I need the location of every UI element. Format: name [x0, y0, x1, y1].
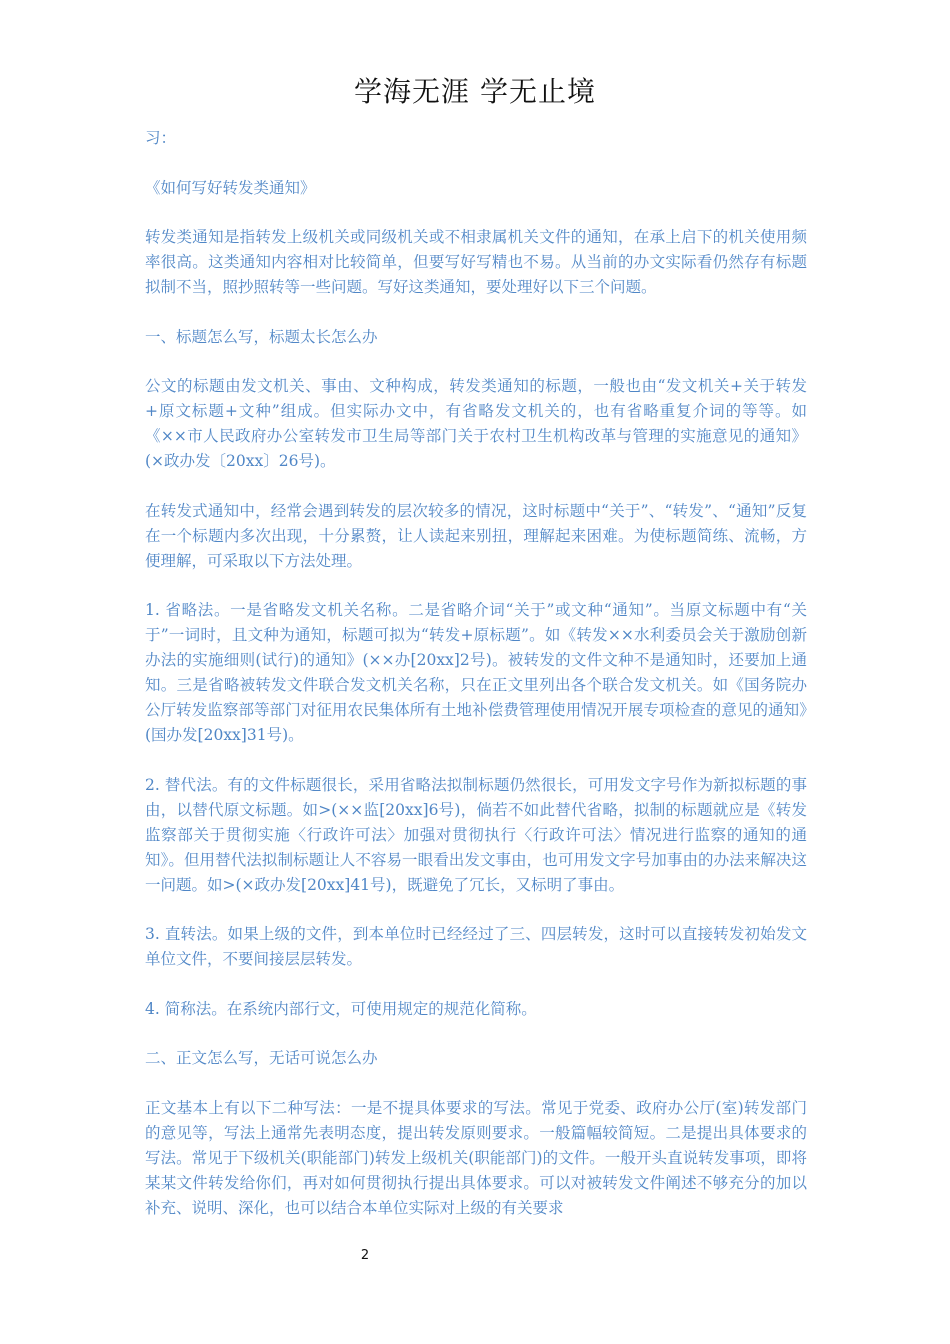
- paragraph-definition: 转发类通知是指转发上级机关或同级机关或不相隶属机关文件的通知，在承上启下的机关使用频率很高。这类通知内容相对比较简单，但要写好写精也不易。从当前的办文实际看仍然存有标题拟制不当，照抄照转等一些问题。写好这类通知，要处理好以下三个问题。: [145, 228, 807, 296]
- paragraph-method-abbreviation: 4. 简称法。在系统内部行文，可使用规定的规范化简称。: [145, 999, 537, 1018]
- page-header-title: 学海无涯 学无止境: [354, 75, 596, 108]
- page-number: 2: [360, 1248, 370, 1263]
- paragraph-body-writing: 正文基本上有以下二种写法：一是不提具体要求的写法。常见于党委、政府办公厅(室)转发部门的意见等，写法上通常先表明态度，提出转发原则要求。一般篇幅较简短。二是提出具体要求的写法。常见于下级机关(职能部门)转发上级机关(职能部门)的文件。一般开头直说转发事项，即将某某文件转发给你们，再对如何贯彻执行提出具体要求。可以对被转发文件阐述不够充分的加以补充、说明、深化，也可以结合本单位实际对上级的有关要求: [145, 1098, 807, 1217]
- paragraph-method-omission: 1. 省略法。一是省略发文机关名称。二是省略介词“关于”或文种“通知”。当原文标题中有“关于”一词时，且文种为通知，标题可拟为“转发+原标题”。如《转发××水利委员会关于激励创新办法的实施细则(试行)的通知》(××办[20xx]2号)。被转发的文件文种不是通知时，还要加上通知。三是省略被转发文件联合发文机关名称，只在正文里列出各个联合发文机关。如《国务院办公厅转发监察部等部门对征用农民集体所有土地补偿费管理使用情况开展专项检查的意见的通知》(国办发[20xx]31号)。: [145, 601, 807, 744]
- section-heading-title: 一、标题怎么写，标题太长怎么办: [145, 327, 378, 346]
- document-body: [145, 126, 807, 1245]
- section-heading-body: 二、正文怎么写，无话可说怎么办: [145, 1049, 378, 1067]
- paragraph-method-substitution: 2. 替代法。有的文件标题很长，采用省略法拟制标题仍然很长，可用发文字号作为新拟标题的事由，以替代原文标题。如>(××监[20xx]6号)，倘若不如此替代省略，拟制的标题就应是《转发监察部关于贯彻实施〈行政许可法〉加强对贯彻执行〈行政许可法〉情况进行监察的通知的通知》。但用替代法拟制标题让人不容易一眼看出发文事由，也可用发文字号加事由的办法来解决这一问题。如>(×政办发[20xx]41号)，既避免了冗长，又标明了事由。: [145, 775, 807, 894]
- paragraph-intro-label: 习：: [145, 129, 177, 147]
- paragraph-method-direct: 3. 直转法。如果上级的文件，到本单位时已经经过了三、四层转发，这时可以直接转发初始发文单位文件，不要间接层层转发。: [145, 925, 807, 968]
- paragraph-title-composition: 公文的标题由发文机关、事由、文种构成，转发类通知的标题，一般也由“发文机关+关于转发+原文标题+文种”组成。但实际办文中，有省略发文机关的，也有省略重复介词的等等。如《××市人民政府办公室转发市卫生局等部门关于农村卫生机构改革与管理的实施意见的通知》(×政办发〔20xx〕26号)。: [145, 377, 807, 470]
- paragraph-article-title: 《如何写好转发类通知》: [145, 178, 316, 197]
- paragraph-multi-level-forwarding: 在转发式通知中，经常会遇到转发的层次较多的情况，这时标题中“关于”、“转发”、“通知”反复在一个标题内多次出现，十分累赘，让人读起来别扭，理解起来困难。为使标题简练、流畅，方便理解，可采取以下方法处理。: [145, 501, 807, 570]
